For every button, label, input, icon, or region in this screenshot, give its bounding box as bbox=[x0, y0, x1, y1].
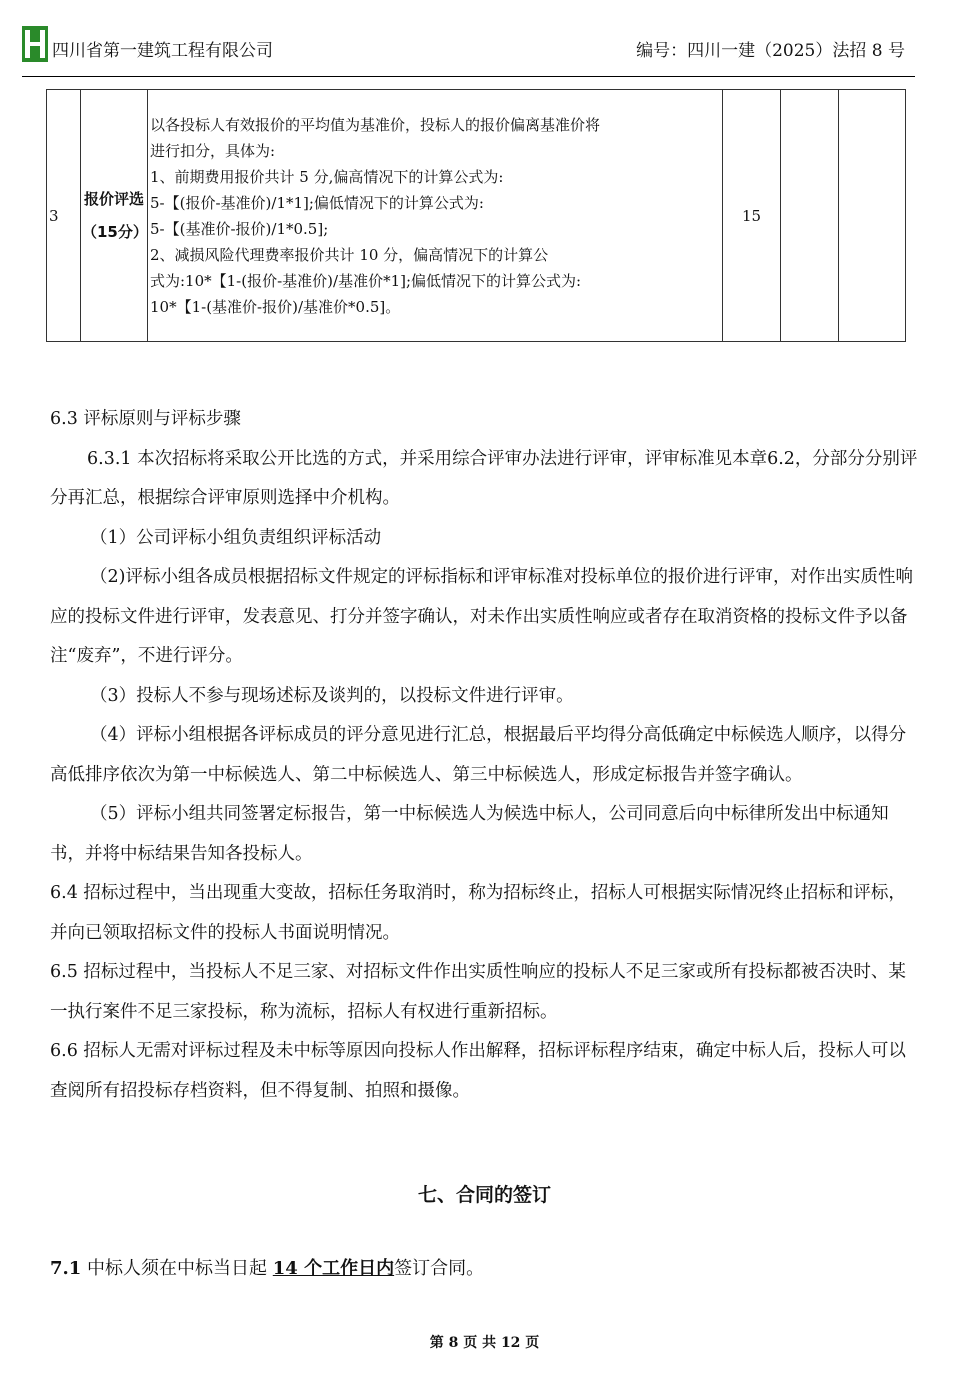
document-body bbox=[50, 400, 920, 1111]
paragraph-6-6: 6.6 招标人无需对评标过程及未中标等原因向投标人作出解释，招标评标程序结束，确定中标人后，投标人可以查阅所有招投标存档资料，但不得复制、拍照和摄像。 bbox=[50, 1041, 906, 1101]
section-7-title: 七、合同的签订 bbox=[417, 1184, 551, 1206]
clause-text: 中标人须在中标当日起 bbox=[81, 1258, 273, 1279]
step-5: （5）评标小组共同签署定标报告，第一中标候选人为候选中标人，公司同意后向中标律所发出中标通知书，并将中标结果告知各投标人。 bbox=[50, 804, 889, 864]
desc-line: 进行扣分，具体为: bbox=[150, 141, 276, 160]
table-row bbox=[47, 90, 906, 342]
max-score: 15 bbox=[723, 90, 781, 342]
desc-line: 10*【1-(基准价-报价)/基准价*0.5]。 bbox=[150, 297, 401, 316]
paragraph-6-3-1: 6.3.1 本次招标将采取公开比选的方式，并采用综合评审办法进行评审，评审标准见本章6.2，分部分分别评分再汇总，根据综合评审原则选择中介机构。 bbox=[50, 448, 918, 508]
empty-cell bbox=[781, 90, 839, 342]
desc-line: 以各投标人有效报价的平均值为基准价，投标人的报价偏离基准价将 bbox=[150, 115, 601, 134]
page-number: 第 8 页 共 12 页 bbox=[429, 1335, 540, 1351]
desc-line: 2、减损风险代理费率报价共计 10 分，偏高情况下的计算公 bbox=[150, 245, 549, 264]
paragraph-7-1 bbox=[50, 1254, 484, 1280]
desc-line: 5-【(报价-基准价)/1*1];偏低情况下的计算公式为: bbox=[150, 193, 484, 212]
document-number: 编号：四川一建（2025）法招 8 号 bbox=[636, 41, 905, 61]
desc-line: 5-【(基准价-报价)/1*0.5]; bbox=[150, 219, 329, 238]
clause-number: 7.1 bbox=[50, 1258, 82, 1279]
scoring-table bbox=[46, 89, 906, 342]
deadline-text: 14 个工作日内 bbox=[272, 1258, 395, 1279]
criterion-description bbox=[148, 90, 723, 342]
criterion-name: 报价评选（15分） bbox=[81, 90, 148, 342]
heading-6-3: 6.3 评标原则与评标步骤 bbox=[50, 409, 241, 429]
empty-cell bbox=[839, 90, 906, 342]
company-name: 四川省第一建筑工程有限公司 bbox=[52, 41, 273, 61]
page-header bbox=[22, 22, 915, 77]
step-3: （3）投标人不参与现场述标及谈判的，以投标文件进行评审。 bbox=[90, 685, 574, 706]
company-logo bbox=[22, 26, 48, 62]
paragraph-6-4: 6.4 招标过程中，当出现重大变故，招标任务取消时，称为招标终止，招标人可根据实际情况终止招标和评标，并向已领取招标文件的投标人书面说明情况。 bbox=[50, 883, 906, 943]
step-4: （4）评标小组根据各评标成员的评分意见进行汇总，根据最后平均得分高低确定中标候选人顺序，以得分高低排序依次为第一中标候选人、第二中标候选人、第三中标候选人，形成定标报告并签字确认。 bbox=[50, 725, 907, 785]
desc-line: 式为:10*【1-(报价-基准价)/基准价*1];偏低情况下的计算公式为: bbox=[150, 271, 582, 290]
step-1: （1）公司评标小组负责组织评标活动 bbox=[90, 527, 382, 548]
desc-line: 1、前期费用报价共计 5 分,偏高情况下的计算公式为: bbox=[150, 167, 504, 186]
row-number: 3 bbox=[47, 90, 81, 342]
paragraph-6-5: 6.5 招标过程中，当投标人不足三家、对招标文件作出实质性响应的投标人不足三家或所有投标都被否决时、某一执行案件不足三家投标，称为流标，招标人有权进行重新招标。 bbox=[50, 962, 906, 1022]
clause-text-end: 签订合同。 bbox=[394, 1258, 485, 1279]
step-2: （2)评标小组各成员根据招标文件规定的评标指标和评审标准对投标单位的报价进行评审，对作出实质性响应的投标文件进行评审，发表意见、打分并签字确认，对未作出实质性响应或者存在取消资格的投标文件予以备注“废弃”，不进行评分。 bbox=[50, 567, 913, 666]
